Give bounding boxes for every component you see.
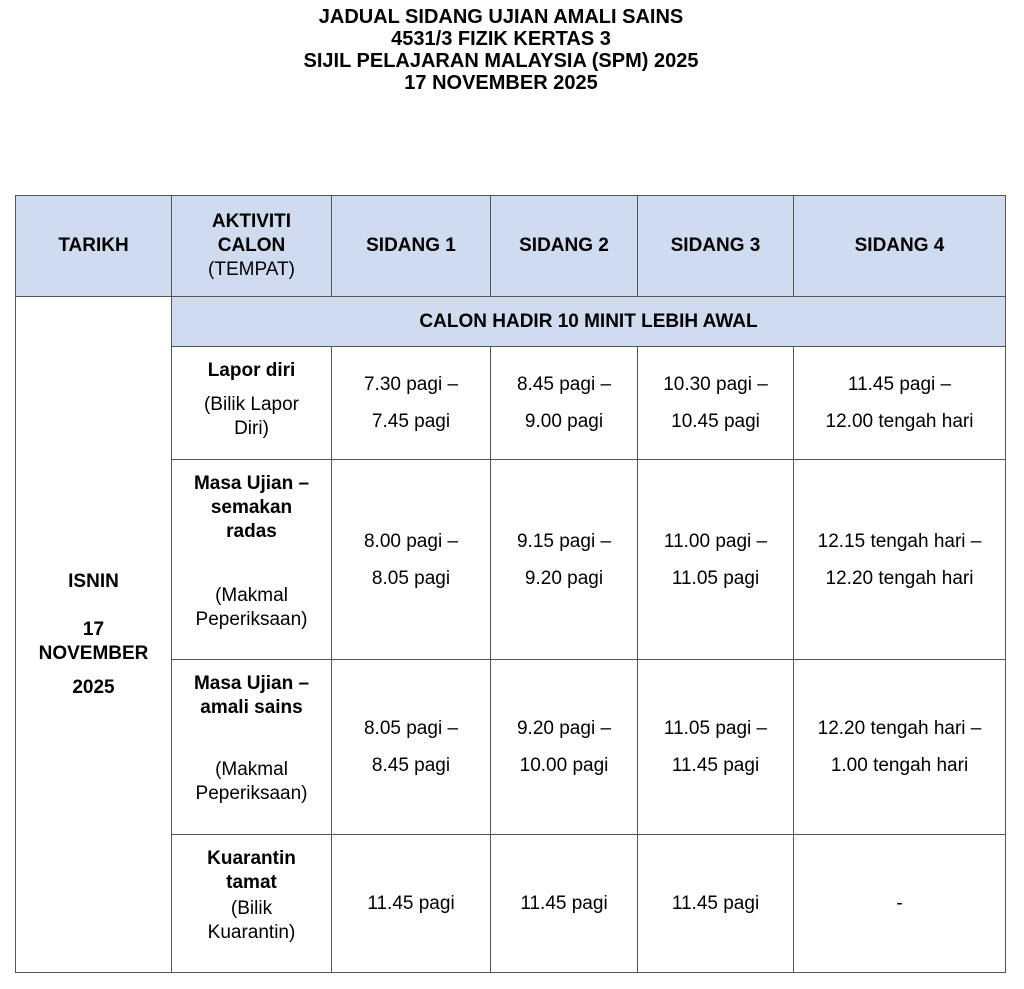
time-end: 10.45 pagi — [671, 411, 760, 432]
title-line-1: JADUAL SIDANG UJIAN AMALI SAINS — [318, 6, 684, 28]
activity-cell — [172, 835, 332, 973]
activity-cell — [172, 460, 332, 660]
header-aktiviti — [172, 196, 332, 297]
header-aktiviti-line3: (TEMPAT) — [208, 259, 295, 280]
activity-place-line2: Peperiksaan) — [195, 783, 308, 804]
time-end: 9.00 pagi — [524, 411, 604, 432]
time-end: 9.20 pagi — [524, 567, 604, 589]
banner-row — [16, 297, 1006, 347]
time-end: 8.45 pagi — [371, 755, 451, 776]
time-end: 12.20 tengah hari — [825, 567, 974, 589]
time-end: 12.00 tengah hari — [825, 411, 974, 432]
time-start: 10.30 pagi – — [663, 374, 768, 395]
sidang-3-time: 11.45 pagi — [638, 835, 794, 973]
header-sidang-1: SIDANG 1 — [332, 196, 491, 297]
sidang-1-time — [332, 460, 491, 660]
time-start: 12.15 tengah hari – — [817, 530, 982, 552]
date-month: NOVEMBER — [38, 642, 149, 664]
time-start: 12.20 tengah hari – — [817, 718, 982, 739]
sidang-2-time: 11.45 pagi — [491, 835, 638, 973]
activity-place-line1: (Bilik Lapor — [203, 394, 300, 415]
sidang-3-time — [638, 460, 794, 660]
time-end: 11.05 pagi — [671, 567, 760, 589]
title-line-2: 4531/3 FIZIK KERTAS 3 — [391, 28, 611, 50]
document-title — [0, 6, 1002, 94]
activity-name-line1: Kuarantin — [207, 848, 296, 869]
sidang-2-time — [491, 347, 638, 460]
time-start: 11.00 pagi – — [663, 530, 768, 552]
time-start: 9.20 pagi – — [516, 718, 612, 739]
sidang-4-time — [794, 460, 1006, 660]
date-day: ISNIN — [68, 570, 119, 592]
title-line-4: 17 NOVEMBER 2025 — [404, 72, 598, 94]
header-sidang-2: SIDANG 2 — [491, 196, 638, 297]
activity-name-line2: amali sains — [200, 697, 303, 718]
date-d: 17 — [82, 618, 105, 640]
activity-place-line2: Diri) — [234, 418, 269, 439]
activity-place-line1: (Bilik — [230, 898, 273, 919]
activity-name-line2: semakan — [210, 497, 293, 518]
sidang-4-time — [794, 347, 1006, 460]
time-end: 7.45 pagi — [371, 411, 451, 432]
time-end: 8.05 pagi — [371, 567, 451, 589]
activity-place-line1: (Makmal — [215, 585, 288, 606]
activity-place-line2: Kuarantin) — [207, 922, 296, 943]
activity-name-line1: Masa Ujian – — [193, 673, 310, 694]
time-start: 11.05 pagi – — [663, 718, 768, 739]
title-line-3: SIJIL PELAJARAN MALAYSIA (SPM) 2025 — [303, 50, 699, 72]
sidang-4-time — [794, 660, 1006, 835]
header-aktiviti-line2: CALON — [217, 235, 286, 256]
sidang-2-time — [491, 460, 638, 660]
time-start: 8.05 pagi – — [363, 718, 459, 739]
sidang-1-time — [332, 660, 491, 835]
time-start: 9.15 pagi – — [516, 530, 612, 552]
activity-name-line3: radas — [226, 521, 277, 542]
time-start: 7.30 pagi – — [363, 374, 459, 395]
date-cell — [16, 297, 172, 973]
header-tarikh: TARIKH — [16, 196, 172, 297]
time-end: 1.00 tengah hari — [830, 755, 969, 776]
schedule-table — [15, 195, 1006, 973]
activity-name-line1: Masa Ujian – — [193, 473, 310, 494]
date-year: 2025 — [72, 676, 115, 698]
early-arrival-banner: CALON HADIR 10 MINIT LEBIH AWAL — [172, 297, 1006, 347]
time-start: 8.00 pagi – — [363, 530, 459, 552]
time-end: 11.45 pagi — [671, 755, 760, 776]
activity-name-line2: tamat — [226, 872, 277, 893]
header-aktiviti-line1: AKTIVITI — [211, 211, 292, 232]
time-end: 10.00 pagi — [519, 755, 609, 776]
sidang-1-time — [332, 347, 491, 460]
sidang-1-time: 11.45 pagi — [332, 835, 491, 973]
sidang-3-time — [638, 347, 794, 460]
sidang-2-time — [491, 660, 638, 835]
activity-cell — [172, 660, 332, 835]
activity-name: Lapor diri — [207, 360, 296, 381]
activity-cell — [172, 347, 332, 460]
activity-place-line1: (Makmal — [215, 759, 288, 780]
time-start: 11.45 pagi – — [847, 374, 952, 395]
time-start: 8.45 pagi – — [516, 374, 612, 395]
header-sidang-3: SIDANG 3 — [638, 196, 794, 297]
header-sidang-4: SIDANG 4 — [794, 196, 1006, 297]
activity-place-line2: Peperiksaan) — [195, 609, 308, 630]
header-row — [16, 196, 1006, 297]
sidang-4-time: - — [794, 835, 1006, 973]
sidang-3-time — [638, 660, 794, 835]
